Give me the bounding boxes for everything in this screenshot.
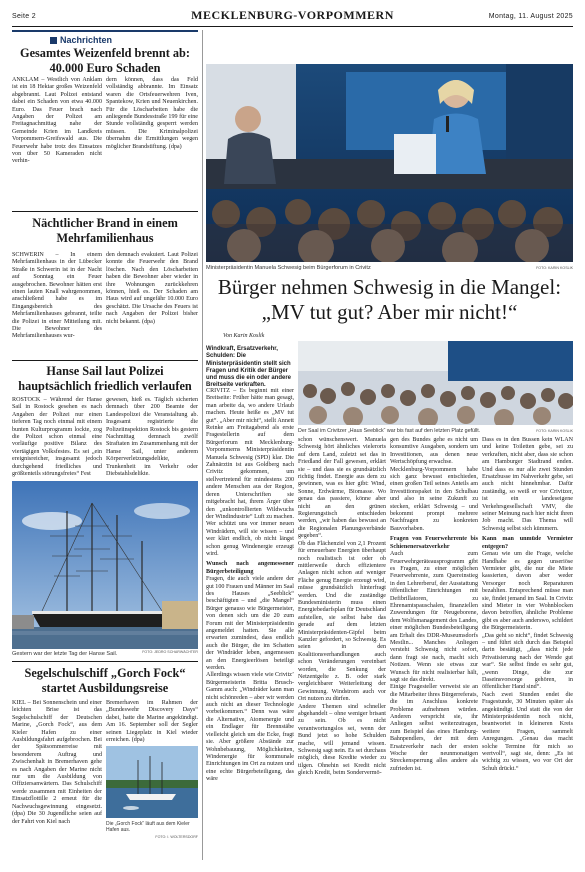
art3-col2: gewesen, hieß es. Täglich sicherten demnach über 200 Beamte der Landespolizei die Veranstaltung ab. Insgesamt registrierte die Polizeiinspektion Rostock bis gestern Nachmittag demnach zwölf Straftaten im Zusammenhang mit der Hanse Sail, unter anderem Körperverletzungsdelikte, Trunkenheit im Verkehr oder Diebstahlsdelikte. [106, 397, 198, 478]
divider [12, 661, 198, 662]
art4-col1: KIEL – Bei Sonnenschein und einer leichten Brise ist das Segelschulschiff der Deutschen Marine, „Gorch Fock“, aus dem Kieler Hafen zu einer Ausbildungsfahrt aufgebrochen. Bei der Spätsommerreise mit besonderem Auftrag und Zwischenhalt in Bremerhaven gehe es nach Angaben der Marine nicht nur um die Ausbildung von Offiziersanwärtern. Das Schulschiff werde zusammen mit Einheiten der Einsatzflottille 2 erneut für die Nachwuchsgewinnung eingesetzt. (dpa) Die 30 Jugendliche seien auf der Fahrt von Kiel nach [12, 700, 102, 825]
main-col1-paragraph: Fragen, die auch viele andere der gut 100 Frauen und Männer im Saal des Hauses „Seeblick“ beschäftigten – und „die Mangel“ Bürger genauso wie Bürgermeister, von denen sich um die 20 zum Forum mit der Ministerpräsidentin angemeldet hatten. Sie alle erwarten zumindest, dass endlich auch die Bürger, die im Schatten der Windräder leben, angemessen an den Energieerlösen beteiligt werden. Allerdings wissen viele wie Crivitz’ Bürgermeisterin Britta Brusch-Gamm auch: „Windräder kann man nicht schönreden – aber wir werden auch nicht an dieser Technologie vorbeikommen.“ Denn was wäre die Alternative, Atomenergie und ein Endlager für Brennstäbe vielleicht gleich um die Ecke, fragt sie. Aber größere Abstände zur Wohnbebauung, Möglichkeiten, Windenergie für kommunale Einrichtungen im Ort zu nutzen und eine echte Bürgerbeteiligung, das wäre [206, 576, 295, 783]
main-col4-paragraph: Genau wie um die Frage, welche Handhabe es gegen unseriöse Vermieter gibt, die nur die Miete kassierten, davon aber weder Versorger noch Reparaturen bezahlten. Entsprechend müsse man sie, findet jemand im Saal. In Crivitz sind Mieter in vier Wohnblocken davon betroffen, ähnliche Probleme gibt es aber auch anderswo, schildert die Bürgermeisterin. „Das geht so nicht“, findet Schwesig – und führt sich durch das Beispiel darin bestätigt, „dass nicht jede Privatisierung nach der Wende gut war“. Sie selbst finde es sehr gut, „wenn Dinge, die zur Daseinsvorsorge gehören, in öffentlicher Hand sind“. Nach zwei Stunden endet die Fragestunde, 30 Minuten später als angekündigt. Und statt die von der Ministerpräsidentin noch nicht, beantwortet in kleineren Kreis weitere Fragen, sammelt Anregungen. „Genau das macht solche Termine für mich so wertvoll“, sagt sie, denn: „Es ist wichtig zu wissen, wo vor Ort der Schuh drückt.“ [482, 551, 573, 772]
art3-caption: Gestern war der letzte Tag der Hanse Sail. [12, 651, 118, 657]
photo1-credit: FOTO: KARIN KOSLIK [536, 266, 573, 270]
art4-headline: Segelschulschiff „Gorch Fock“ startet Ausbildungsreise [24, 666, 186, 695]
divider [12, 211, 198, 212]
kicker-label: Nachrichten [60, 35, 113, 45]
main-col2-paragraph: schon wünschenswert. Manuela Schwesig hört ähnliches vielerorts auf dem Land, zuletzt sei das in Friedland der Fall gewesen, erklärt sie – und dass sie es grundsätzlich richtig findet. Energie aus dem zu gewinnen, was es hier gibt: Wind, Sonne, Erdwärme, Biomasse. Wo genau das passiere, könne aber nicht an den grünen Regierungstisch entschieden werden, „wir haben das bewusst an die Regionalen Planungsverbände gegeben“. Ob das Flächenziel von 2,1 Prozent für erneuerbare Energien überhaupt noch realistisch ist oder ob mittlerweile durch effizientere Anlagen nicht schon auf weniger Fläche genug Energie erzeugt wird, müsse grundsätzlich hinterfragt werden. Und die zuständige Bundesministerin muss einen Energiebedarfsplan für Deutschland aufstellen, sie selbst habe das gerade auf dem letzten Ministerpräsidenten-Gipfel beim Kanzler gefordert, so Schwesig. Es seien in den Koalitionsverhandlungen auch schon Veränderungen vereinbart worden, die Senkung der Netzentgelte z. B. oder stark vergleichbarer Weiterleitung der Gewinnung. Windstrom auch vor Ort nutzen zu dürfen. Andere Themen sind schneller abgehandelt – ohne weniger brisant zu sein. Ob es nicht verantwortungslos sei, wenn der Bund jetzt so hohe Schulden mache, will jemand wissen. Schwesig sagt nein. Es sei durchaus möglich, diese Kredite wieder zu tilgen. Ohnehin sei Kredit nicht gleich Kredit, beim Sondervermö- [298, 437, 386, 777]
art4-caption: Die „Gorch Fock“ läuft aus dem Kieler Hafen aus. [106, 821, 190, 833]
art1-headline: Gesamtes Weizenfeld brennt ab: 40.000 Euro Schaden [20, 46, 190, 75]
main-col4 [482, 437, 573, 773]
art1-col2: dern können, dass das Feld vollständig abbrannte. Im Einsatz waren die Ortsfeuerwehren Iven, Spantekow, Krien und Neuenkirchen. Für die Löscharbeiten habe die anliegende Bundesstraße 199 für eine Stunde vollständig gesperrt werden müssen. Die Kriminalpolizei übernahm die Ermittlungen wegen möglicher Brandstiftung. (dpa) [106, 77, 198, 150]
nachrichten-kicker [12, 30, 198, 45]
main-col3-paragraph: gen des Bundes gehe es nicht um konsumtive Ausgaben, sondern um Investitionen, aus denen neue Wertschöpfung erwachse. Mecklenburg-Vorpommern habe sich ganz bewusst entschieden, einen großen Teil seines Anteils am Investitionspaket in den Schulbau und also in seine Zukunft zu stecken, erklärt Schwesig – und bekommt prompt mehrere Nachfragen zu konkreten Bauvorhaben. [390, 437, 478, 532]
page-date: Montag, 11. August 2025 [488, 13, 573, 20]
main-col3-paragraph: Auch zum Feuerwehrgeräteausprogramm gibt es Fragen, zu einer möglichen Feuerwehrrente, zum Quereinstieg in den Lehrerberuf, der Ausstattung öffentlicher Einrichtungen mit Defibrillatoren, zu Ehrenamtspauschalen, finanziellen Zuwendungen für Neugeborene, dem Wolfsmanagement des Landes, einer möglichen Bundesbeteiligung am Erhalt des DDR-Museumsdorfs Mestlin... Manches Anliegen versteht Schwesig nicht sofort, dann fragt sie nach, macht sich Notizen. Wenn sie etwas zur Wunsch für nicht realisierbar hält, sagt sie das direkt. Einige Fragesteller verweist sie an die Mitarbeiter ihres Bürgerreferats, die im Anschluss konkrete Probleme aufnehmen würden. Anderen verspricht sie, ihr Anliegen selbst weiterzutragen, zum Beispiel das eines Hamburg-Bahnpendlers, der mit dem Ersatzverkehr nach der ersten Woche der neunmonatigen Streckensperrung alles andere als zufrieden ist. [390, 551, 478, 772]
art4-photo-credit: FOTO: I. WOLTERSDORF [155, 835, 198, 839]
art2-col1: SCHWERIN – In einem Mehrfamilienhaus in der Lübecker Straße in Schwerin ist in der Nacht auf Sonntag ein Feuer ausgebrochen. Bewohner hätten erst einen lauten Knall wahrgenommen, anschließend habe es im Eingangsbereich des Mehrfamilienhauses gebrannt, teilte die Polizei in einer Mitteilung mit. Die Bewohner des Mehrfamilienhauses wur- [12, 252, 102, 340]
saal-photo [298, 341, 573, 425]
page-number: Seite 2 [12, 13, 36, 20]
kicker-square-icon [50, 37, 57, 44]
photo2-caption: Der Saal im Crivitzer „Haus Seeblick“ war bis fast auf den letzten Platz gefüllt. [298, 428, 481, 434]
main-col1 [206, 388, 294, 784]
main-col3 [390, 437, 478, 773]
section-title: MECKLENBURG-VORPOMMERN [191, 8, 394, 22]
page-header [12, 6, 573, 27]
column-separator [202, 30, 203, 860]
main-col1-paragraph: CRIVITZ – Es beginnt mit einer Breitseite: Früher hätte man gesagt, man arbeite da, wo andere Urlaub machen. Heute heiße es „MV tut gut“. „Aber mir nicht“, stellt Annett Reinke am Freitagabend als erste Fragestellerin auf dem Bürgerforum mit Mecklenburg-Vorpommerns Ministerpräsidentin Manuela Schwesig (SPD) klar. Die Zahnärztin ist aus Goldberg nach Crivitz gekommen, um stellvertretend für mindestens 200 andere Menschen aus der Region, deren Unterschriften sie mitgebracht hat, ihrem Ärger über den „unkontrollierten Wildwuchs der Windindustrie“ Luft zu machen. Wer schützt uns vor immer neuen Windrädern, will sie wissen – und wer klärt endlich, ob nicht längst schon genug Windenergie erzeugt wird. [206, 388, 294, 557]
art2-col2: den demnach evakuiert. Laut Polizei konnte die Feuerwehr den Brand löschen. Nach den Löscharbeiten haben die Bewohner aber wieder in ihre Wohnungen zurückkehren können, hieß es. Der Schaden am Haus wird auf ungefähr 10.000 Euro geschätzt. Die Ursache des Feuers ist nach Angaben der Polizei bisher nicht bekannt. (dpa) [106, 252, 198, 325]
photo2-credit: FOTO: KARIN KOSLIK [536, 429, 573, 433]
gorch-fock-photo [106, 746, 198, 818]
byline: Von Karin Koslik [223, 333, 265, 339]
photo1-caption: Ministerpräsidentin Manuela Schwesig beim Bürgerforum in Crivitz [206, 265, 371, 271]
hanse-sail-photo [12, 481, 198, 649]
main-lead: Windkraft, Ersatzverkehr, Schulden: Die Ministerpräsidentin stellt sich Fragen und Kritik der Bürger und muss die ein oder andere Breitseite verkraften. [206, 346, 292, 389]
main-col4-paragraph: Dass es in den Bussen kein WLAN und keine Toiletten gebe, sei zu verkraften, nicht aber, dass sie schon am Hamburger Stadtrand enden. Und dass es nur alle zwei Stunden Ersatzbusse im Nahverkehr gebe, sei auch nicht hinnehmbar. Dafür zuständig, so weiß er vor Crivitzer, ist ein landeseigene Verkehrsgesellschaft VMV, die seiner Meinung nach hier nicht ihren Job macht. Das Thema will Schwesig selbst sich kümmern. [482, 437, 573, 532]
main-headline: Bürger nehmen Schwesig in die Mangel: „MV tut gut? Aber mir nicht!“ [217, 275, 562, 324]
main-col1-subhead: Wunsch nach angemessener Bürgerbeteiligung [206, 561, 294, 575]
art3-photo-credit: FOTO: JEDRO SCHARWÄCHTER [142, 650, 198, 654]
schwesig-forum-photo [206, 64, 573, 262]
art2-headline: Nächtlicher Brand in einem Mehrfamilienhaus [32, 216, 178, 245]
main-col2 [298, 437, 386, 778]
main-col3-subhead: Fragen von Feuerwehrrente bis Schienenersatzverkehr [390, 536, 478, 550]
art4-col2: Bremerhaven im Rahmen der „Bundeswehr Discovery Days“ dabei, hatte die Marine angekündigt. Am 16. September soll der Segler seinen Liegeplatz in Kiel wieder erreichen. (dpa) [106, 700, 198, 744]
divider [12, 360, 198, 361]
art1-col1: ANKLAM – Westlich von Anklam ist ein 18 Hektar großes Weizenfeld abgebrannt. Laut Polizei entstand dabei ein Schaden von etwa 40.000 Euro. Das Feuer brach nach Angaben der Polizei am Freitagnachmittag nahe der Gemeinde Krien im Landkreis Vorpommern-Greifswald aus. Die Feuerwehr habe trotz des Einsatzes von über 50 Kameraden nicht verhin- [12, 77, 102, 165]
art3-headline: Hanse Sail laut Polizei hauptsächlich friedlich verlaufen [18, 364, 192, 393]
art3-col1: ROSTOCK – Während der Hanse Sail in Rostock gesehen es nach Angaben der Polizei nur einen tieferen Tag noch einmal mit einem bunten Kulturprogramm lockte, zog die Polizei schon einmal eine vorläufige positive Bilanz des viertägigen Volksfestes. Es sei „ein ereignisreicher, insgesamt jedoch durchgehend friedliches und größtenteils störungsfreies“ Fest [12, 397, 102, 478]
main-col4-subhead: Kann man unmüde Vermieter entgegen? [482, 536, 573, 550]
